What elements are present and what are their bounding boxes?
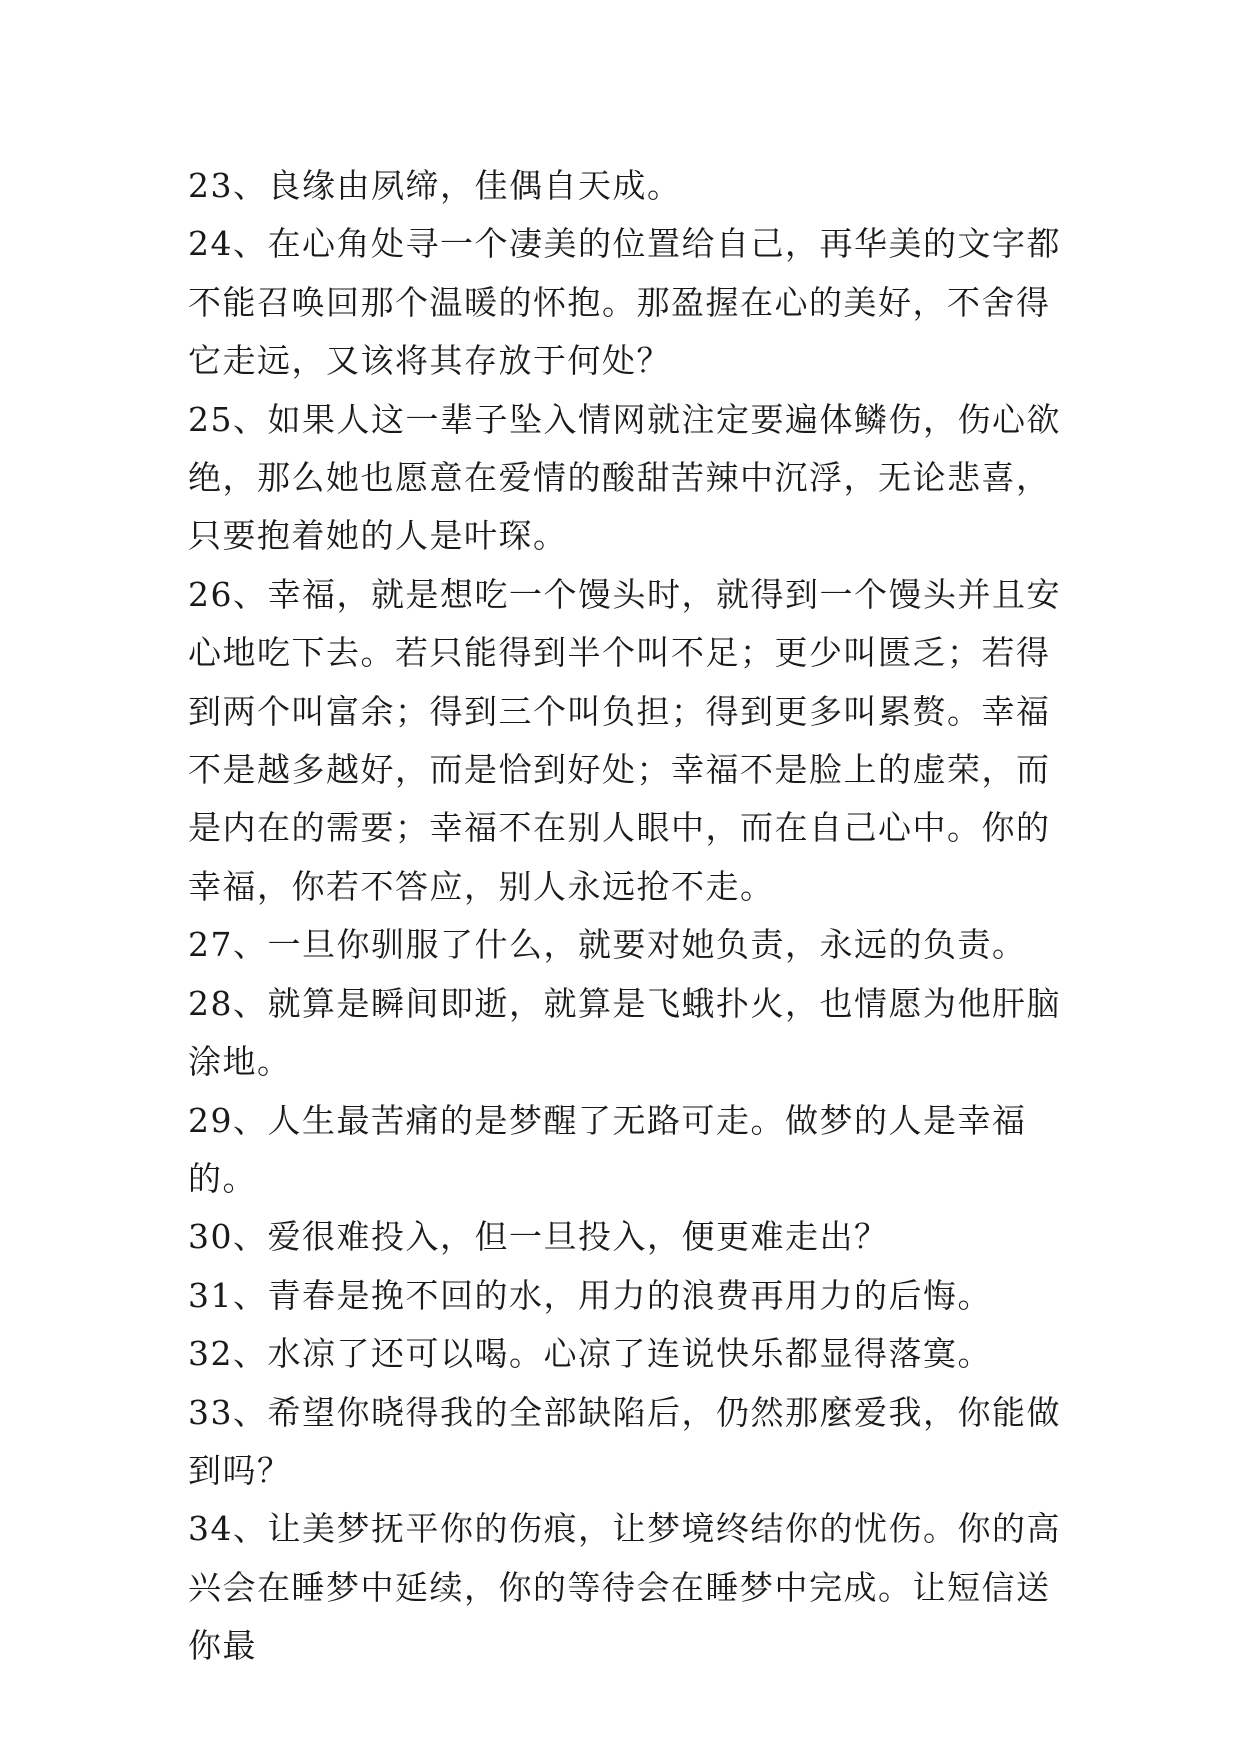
paragraph-25: 25、如果人这一辈子坠入情网就注定要遍体鳞伤，伤心欲绝，那么她也愿意在爱情的酸甜苦辣中沉浮，无论悲喜，只要抱着她的人是叶琛。: [188, 399, 1061, 556]
paragraph-23: 23、良缘由夙缔，佳偶自天成。: [188, 166, 682, 205]
paragraph-33: 33、希望你晓得我的全部缺陷后，仍然那麼爱我，你能做到吗？: [188, 1392, 1061, 1490]
paragraph-34: 34、让美梦抚平你的伤痕，让梦境终结你的忧伤。你的高兴会在睡梦中延续，你的等待会在睡梦中完成。让短信送你最: [188, 1509, 1061, 1666]
paragraph-29: 29、人生最苦痛的是梦醒了无路可走。做梦的人是幸福的。: [188, 1100, 1027, 1198]
document-body: [188, 157, 1068, 1676]
paragraph-31: 31、青春是挽不回的水，用力的浪费再用力的后悔。: [188, 1275, 992, 1315]
paragraph-32: 32、水凉了还可以喝。心凉了连说快乐都显得落寞。: [188, 1334, 992, 1374]
paragraph-24: 24、在心角处寻一个凄美的位置给自己，再华美的文字都不能召唤回那个温暖的怀抱。那盈握在心的美好，不舍得它走远，又该将其存放于何处？: [188, 224, 1061, 381]
paragraph-26: 26、幸福，就是想吃一个馒头时，就得到一个馒头并且安心地吃下去。若只能得到半个叫不足；更少叫匮乏；若得到两个叫富余；得到三个叫负担；得到更多叫累赘。幸福不是越多越好，而是恰到好处；幸福不是脸上的虚荣，而是内在的需要；幸福不在别人眼中，而在自己心中。你的幸福，你若不答应，别人永远抢不走。: [188, 574, 1061, 906]
paragraph-28: 28、就算是瞬间即逝，就算是飞蛾扑火，也情愿为他肝脑涂地。: [188, 983, 1061, 1082]
paragraph-30: 30、爱很难投入，但一旦投入，便更难走出？: [188, 1217, 889, 1257]
paragraph-27: 27、一旦你驯服了什么，就要对她负责，永远的负责。: [188, 925, 1027, 965]
